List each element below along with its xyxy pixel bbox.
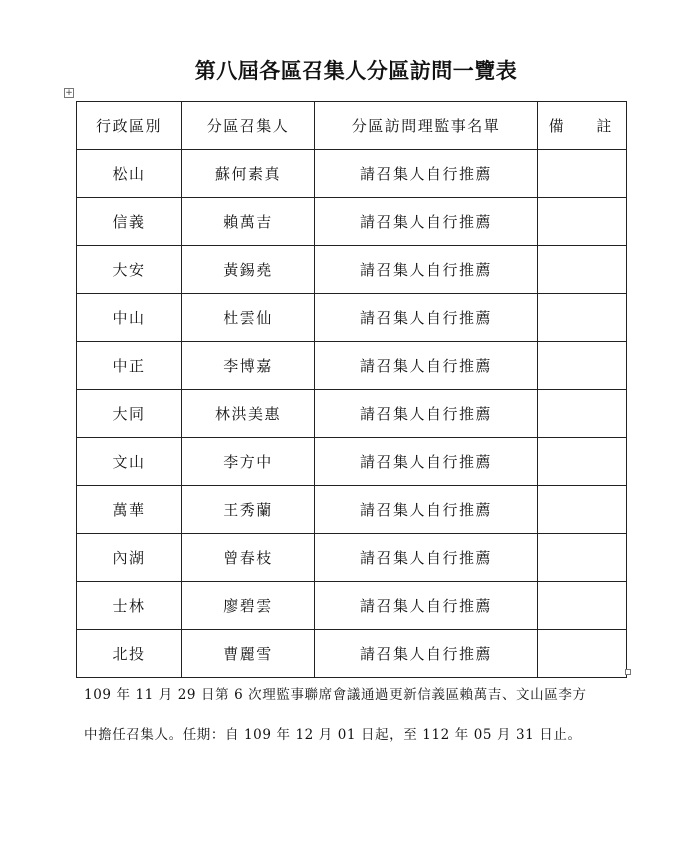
table-row xyxy=(77,246,627,294)
cell-convener: 曾春枝 xyxy=(182,534,315,582)
cell-visit-list: 請召集人自行推薦 xyxy=(315,534,538,582)
table-row xyxy=(77,342,627,390)
footnote-line-2: 中擔任召集人。任期：自 109 年 12 月 01 日起，至 112 年 05 月 31 日止。 xyxy=(84,727,582,743)
cell-visit-list: 請召集人自行推薦 xyxy=(315,246,538,294)
table-row xyxy=(77,390,627,438)
table-row xyxy=(77,534,627,582)
document-title: 第八屆各區召集人分區訪問一覽表 xyxy=(194,59,518,83)
table-resize-handle[interactable] xyxy=(625,669,631,675)
footnote-line-1: 109 年 11 月 29 日第 6 次理監事聯席會議通過更新信義區賴萬吉、文山區李方 xyxy=(84,687,587,703)
cell-district: 萬華 xyxy=(77,486,182,534)
cell-visit-list: 請召集人自行推薦 xyxy=(315,438,538,486)
cell-note xyxy=(538,390,627,438)
cell-district: 大安 xyxy=(77,246,182,294)
cell-note xyxy=(538,630,627,678)
cell-note xyxy=(538,150,627,198)
cell-visit-list: 請召集人自行推薦 xyxy=(315,390,538,438)
table-row xyxy=(77,198,627,246)
header-convener: 分區召集人 xyxy=(182,102,315,150)
cell-district: 中正 xyxy=(77,342,182,390)
cell-district: 大同 xyxy=(77,390,182,438)
table-row xyxy=(77,438,627,486)
cell-convener: 杜雲仙 xyxy=(182,294,315,342)
cell-visit-list: 請召集人自行推薦 xyxy=(315,630,538,678)
cell-note xyxy=(538,294,627,342)
cell-note xyxy=(538,198,627,246)
cell-district: 松山 xyxy=(77,150,182,198)
cell-convener: 曹麗雪 xyxy=(182,630,315,678)
cell-convener: 賴萬吉 xyxy=(182,198,315,246)
cell-visit-list: 請召集人自行推薦 xyxy=(315,150,538,198)
cell-convener: 李博嘉 xyxy=(182,342,315,390)
cell-note xyxy=(538,582,627,630)
cell-visit-list: 請召集人自行推薦 xyxy=(315,198,538,246)
cell-note xyxy=(538,342,627,390)
header-note: 備 註 xyxy=(538,102,627,150)
cell-note xyxy=(538,438,627,486)
cell-convener: 廖碧雲 xyxy=(182,582,315,630)
table-row xyxy=(77,486,627,534)
cell-note xyxy=(538,534,627,582)
table-row xyxy=(77,630,627,678)
table-row xyxy=(77,294,627,342)
cell-convener: 李方中 xyxy=(182,438,315,486)
cell-note xyxy=(538,246,627,294)
cell-district: 士林 xyxy=(77,582,182,630)
cell-convener: 蘇何素真 xyxy=(182,150,315,198)
table-header-row xyxy=(77,102,627,150)
table-row xyxy=(77,582,627,630)
cell-visit-list: 請召集人自行推薦 xyxy=(315,342,538,390)
cell-visit-list: 請召集人自行推薦 xyxy=(315,486,538,534)
table-move-icon[interactable]: + xyxy=(65,88,73,98)
header-visit-list: 分區訪問理監事名單 xyxy=(315,102,538,150)
cell-note xyxy=(538,486,627,534)
cell-convener: 王秀蘭 xyxy=(182,486,315,534)
table-row xyxy=(77,150,627,198)
cell-visit-list: 請召集人自行推薦 xyxy=(315,294,538,342)
header-district: 行政區別 xyxy=(77,102,182,150)
cell-visit-list: 請召集人自行推薦 xyxy=(315,582,538,630)
cell-convener: 黃錫堯 xyxy=(182,246,315,294)
cell-district: 內湖 xyxy=(77,534,182,582)
cell-convener: 林洪美惠 xyxy=(182,390,315,438)
cell-district: 中山 xyxy=(77,294,182,342)
roster-body xyxy=(77,150,627,678)
cell-district: 信義 xyxy=(77,198,182,246)
roster-table xyxy=(76,101,627,678)
cell-district: 文山 xyxy=(77,438,182,486)
cell-district: 北投 xyxy=(77,630,182,678)
